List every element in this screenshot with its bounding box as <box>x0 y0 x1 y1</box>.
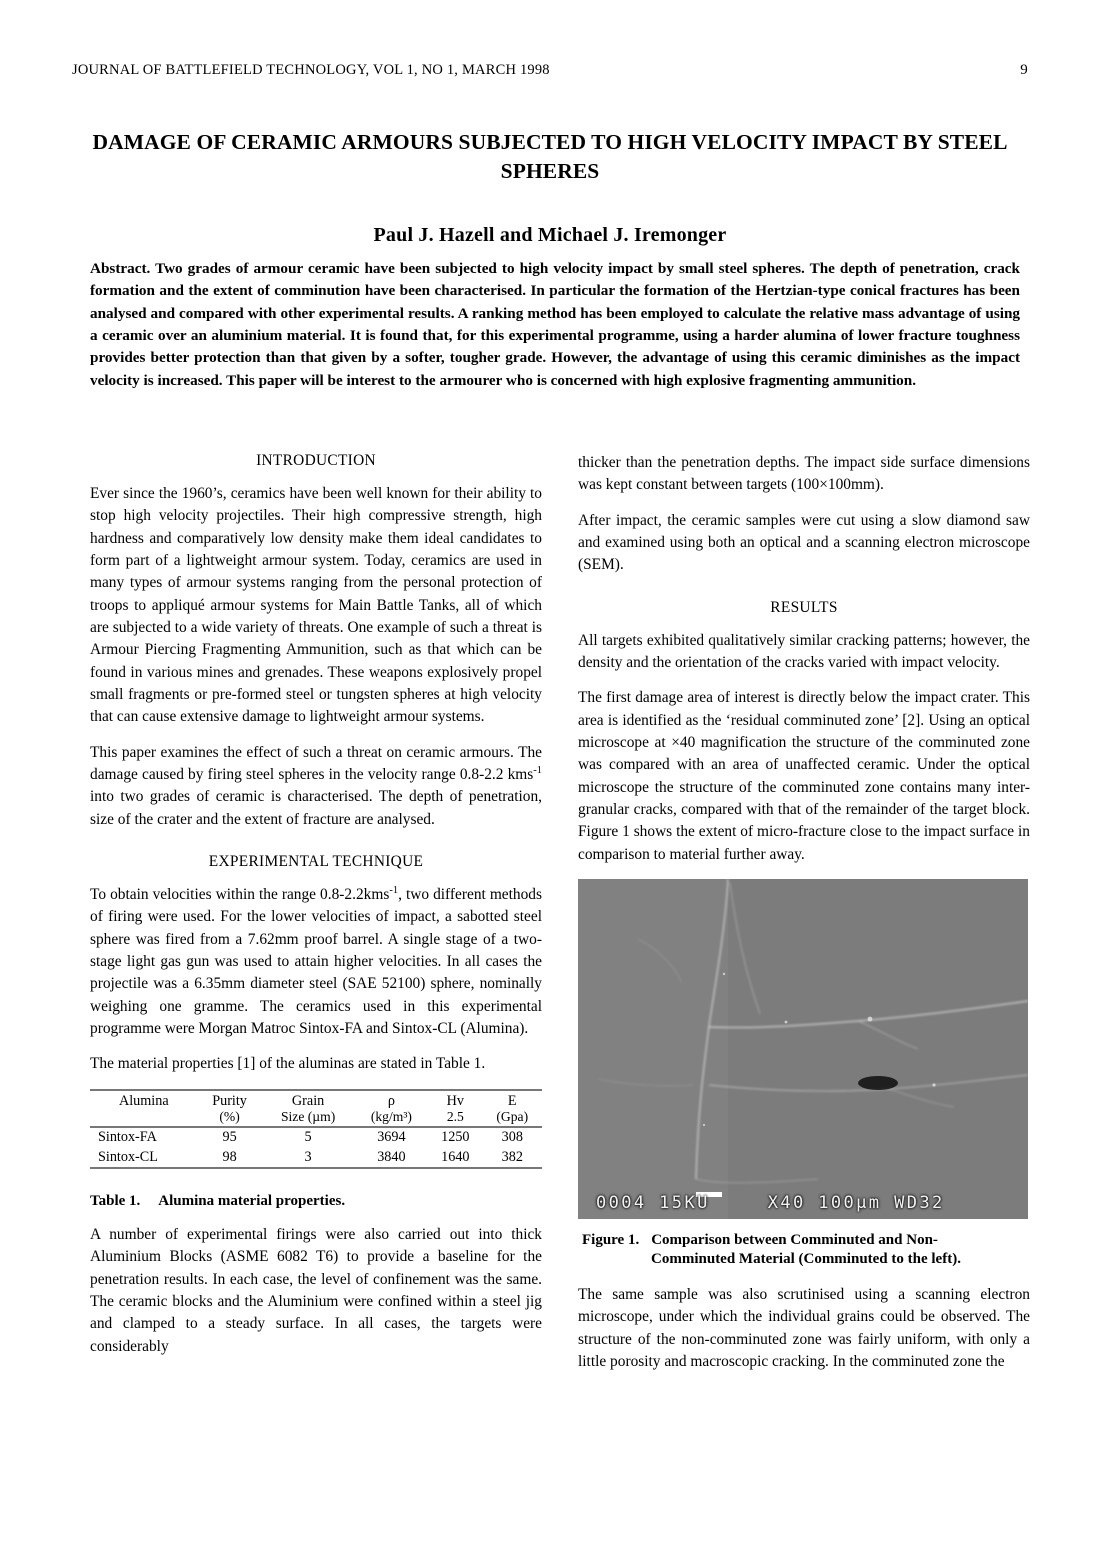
paragraph-experimental-1 <box>90 884 542 1040</box>
column-header-density <box>355 1090 428 1128</box>
cell-density: 3840 <box>377 1148 406 1165</box>
table-caption <box>90 1193 542 1210</box>
cell-alumina: Sintox-FA <box>98 1129 157 1146</box>
cell-purity: 98 <box>222 1148 237 1165</box>
sem-overlay-right: X40 100µm WD32 <box>767 1192 945 1213</box>
figure-caption-line1: Comparison between Comminuted and Non- <box>651 1231 938 1248</box>
column-header-modulus <box>483 1090 542 1128</box>
paragraph-experimental-1-a: To obtain velocities within the range 0.8-2.2kms <box>90 885 390 903</box>
column-header-alumina-name: Alumina <box>118 1092 169 1109</box>
sem-micrograph-image <box>578 879 1028 1219</box>
table-body <box>90 1127 542 1168</box>
sem-noise-texture <box>578 879 1028 1219</box>
cell-purity: 95 <box>222 1129 237 1146</box>
left-column <box>90 452 542 1358</box>
page-title: DAMAGE OF CERAMIC ARMOURS SUBJECTED TO HIGH VELOCITY IMPACT BY STEEL SPHERES <box>92 130 1008 184</box>
column-header-purity <box>198 1090 262 1128</box>
running-head <box>72 62 1028 79</box>
column-header-density-unit: (kg/m³) <box>370 1109 412 1125</box>
column-header-modulus-unit: (Gpa) <box>496 1109 529 1125</box>
table-caption-number: Table 1. <box>90 1192 141 1209</box>
cell-hardness: 1250 <box>441 1129 470 1146</box>
paragraph-experimental-1-b: , two different methods of firing were used. For the lower velocities of impact, a sabotted steel sphere was fired from a 7.62mm proof barrel. A single stage of a two-stage light gas gun was used to attain higher velocities. In all cases the projectile was a 6.35mm diameter steel (SAE 52100) sphere, nominally weighing one gramme. The ceramics used in this experimental programme were Morgan Matroc Sintox-FA and Sintox-CL (Alumina). <box>90 885 542 1037</box>
journal-title: JOURNAL OF BATTLEFIELD TECHNOLOGY, VOL 1, NO 1, MARCH 1998 <box>72 62 550 78</box>
table-row <box>90 1148 542 1168</box>
title-block <box>92 128 1008 247</box>
abstract: Abstract. Two grades of armour ceramic have been subjected to high velocity impact by small steel spheres. The depth of penetration, crack formation and the extent of comminution have been characterised. In particular the formation of the Hertzian-type conical fractures has been analysed and compared with other experimental results. A ranking method has been employed to calculate the relative mass advantage of using a ceramic over an aluminium material. It is found that, for this experimental programme, using a harder alumina of lower fracture toughness provides better protection than that given by a softer, tougher grade. However, the advantage of using this ceramic diminishes as the impact velocity is increased. This paper will be interest to the armourer who is concerned with high explosive fragmenting ammunition. <box>90 260 1020 389</box>
paragraph-continued-2: After impact, the ceramic samples were cut using a slow diamond saw and examined using both an optical and a scanning electron microscope (SEM). <box>578 511 1030 574</box>
column-header-grain-size <box>262 1090 355 1128</box>
table-header-row <box>90 1090 542 1128</box>
column-header-density-name: ρ <box>387 1092 395 1109</box>
paragraph-results-3: The same sample was also scrutinised using a scanning electron microscope, under which the individual grains could be observed. The structure of the non-comminuted zone was fairly uniform, with only a little porosity and macroscopic cracking. In the comminuted zone the <box>578 1285 1030 1370</box>
column-header-modulus-name: E <box>507 1092 517 1109</box>
column-header-hardness <box>428 1090 482 1128</box>
author-list: Paul J. Hazell and Michael J. Iremonger <box>373 224 727 247</box>
column-header-hardness-unit: 2.5 <box>446 1109 464 1125</box>
cell-density: 3694 <box>377 1129 406 1146</box>
figure-caption-line2: Comminuted Material (Comminuted to the left). <box>651 1251 961 1268</box>
superscript-velocity-unit-2: -1 <box>389 884 399 896</box>
paragraph-continued-1: thicker than the penetration depths. The impact side surface dimensions was kept constant between targets (100×100mm). <box>578 454 1030 494</box>
table-row <box>90 1127 542 1147</box>
section-heading-introduction: INTRODUCTION <box>256 452 376 469</box>
table-caption-text: Alumina material properties. <box>158 1192 346 1209</box>
right-column <box>578 452 1030 1373</box>
superscript-velocity-unit: -1 <box>533 764 542 776</box>
sem-overlay-left: 0004 15KU <box>596 1192 710 1213</box>
figure-caption <box>578 1231 1030 1270</box>
column-header-hardness-name: Hv <box>446 1092 464 1109</box>
column-header-purity-unit: (%) <box>219 1109 240 1125</box>
column-header-alumina <box>90 1090 198 1128</box>
cell-modulus: 382 <box>501 1148 523 1165</box>
sem-overlay-labels <box>596 1193 1018 1213</box>
column-header-grain-size-name: Grain <box>291 1092 325 1109</box>
alumina-properties-table-wrapper <box>90 1089 542 1169</box>
table-head <box>90 1090 542 1128</box>
figure-1-block <box>578 879 1030 1270</box>
paragraph-intro-1: Ever since the 1960’s, ceramics have been well known for their ability to stop high velocity projectiles. Their high compressive strength, high hardness and comparatively low density make them ideal candidates to form part of a lightweight armour system. Today, ceramics are used in many types of armour systems ranging from the personal protection of troops to appliqué armour systems for Main Battle Tanks, all of which are subjected to a wide variety of threats. One example of such a threat is Armour Piercing Fragmenting Ammunition, such as that which can be found in various mines and grenades. These weapons explosively propel small fragments or pre-formed steel or tungsten spheres at high velocity that can cause extensive damage to lightweight armour systems. <box>90 485 542 726</box>
body-columns <box>90 452 1030 1482</box>
paragraph-intro-2 <box>90 742 542 831</box>
alumina-properties-table <box>90 1089 542 1169</box>
paragraph-results-1: All targets exhibited qualitatively similar cracking patterns; however, the density and the orientation of the cracks varied with impact velocity. <box>578 631 1030 671</box>
paragraph-intro-2-b: into two grades of ceramic is characterised. The depth of penetration, size of the crater and the extent of fracture are analysed. <box>90 788 542 828</box>
paragraph-experimental-2: The material properties [1] of the aluminas are stated in Table 1. <box>90 1055 486 1073</box>
paragraph-experimental-3: A number of experimental firings were also carried out into thick Aluminium Blocks (ASME 6082 T6) to provide a baseline for the penetration results. In each case, the level of confinement was the same. The ceramic blocks and the Aluminium were confined within a steel jig and clamped to a steady surface. In all cases, the targets were considerably <box>90 1225 542 1355</box>
figure-caption-number: Figure 1. <box>582 1231 640 1248</box>
paragraph-results-2: The first damage area of interest is directly below the impact crater. This area is identified as the ‘residual comminuted zone’ [2]. Using an optical microscope at ×40 magnification the structure of the comminuted zone was compared with an area of unaffected ceramic. Under the optical microscope the structure of the comminuted zone contains many inter-granular cracks, compared with that of the remainder of the target block. Figure 1 shows the extent of micro-fracture close to the impact surface in comparison to material further away. <box>578 689 1030 863</box>
column-header-purity-name: Purity <box>212 1092 247 1109</box>
cell-grain-size: 3 <box>304 1148 312 1165</box>
page-number: 9 <box>1020 62 1028 78</box>
column-header-grain-size-unit: Size (µm) <box>280 1109 336 1125</box>
section-heading-results: RESULTS <box>770 598 838 616</box>
cell-modulus: 308 <box>501 1129 523 1146</box>
cell-hardness: 1640 <box>441 1148 470 1165</box>
section-heading-experimental-technique: EXPERIMENTAL TECHNIQUE <box>208 852 424 870</box>
paragraph-intro-2-a: This paper examines the effect of such a threat on ceramic armours. The damage caused by firing steel spheres in the velocity range 0.8-2.2 kms <box>90 743 542 783</box>
cell-grain-size: 5 <box>304 1129 312 1146</box>
cell-alumina: Sintox-CL <box>98 1148 158 1165</box>
